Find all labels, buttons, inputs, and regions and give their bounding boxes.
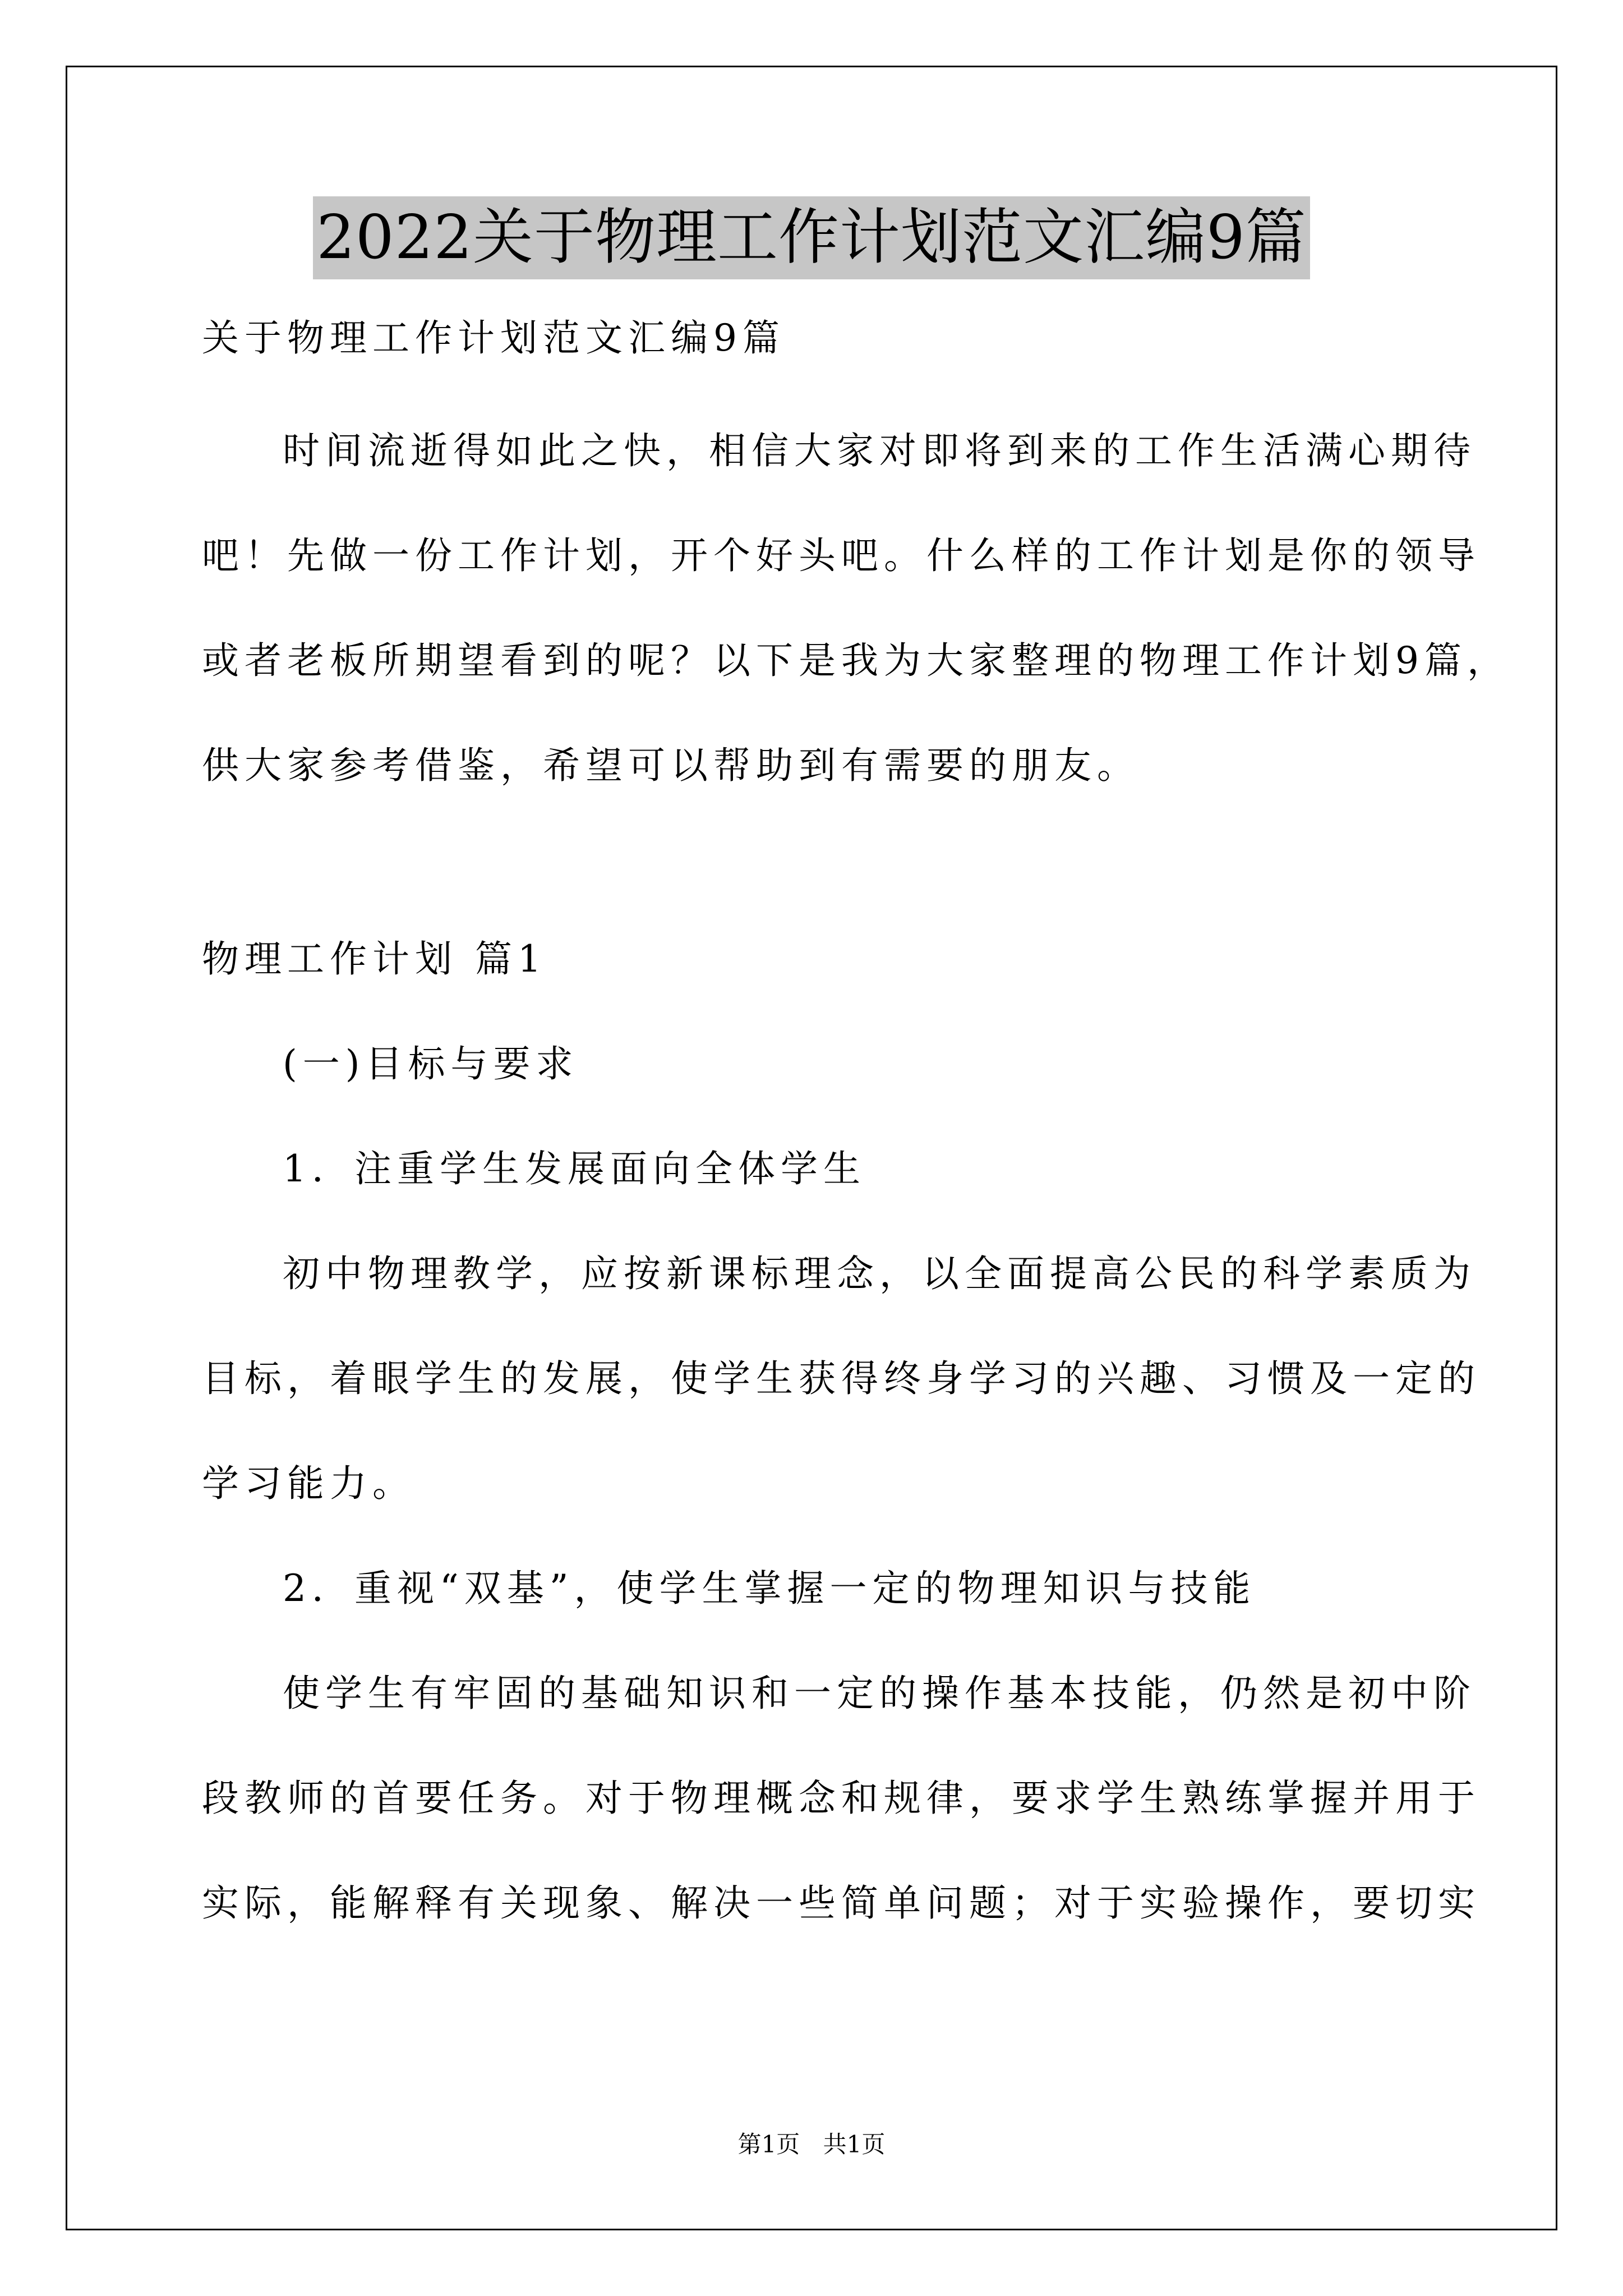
paragraph-line: 学习能力。 <box>202 1462 415 1505</box>
paragraph-line: 吧！先做一份工作计划，开个好头吧。什么样的工作计划是你的领导 <box>202 534 1481 577</box>
sub-heading: (一)目标与要求 <box>283 1042 579 1085</box>
paragraph-line: 目标，着眼学生的发展，使学生获得终身学习的兴趣、习惯及一定的 <box>202 1357 1481 1400</box>
page-footer <box>0 2129 1623 2160</box>
body-paragraph <box>202 1667 1481 1930</box>
paragraph-line: 段教师的首要任务。对于物理概念和规律，要求学生熟练掌握并用于 <box>202 1777 1481 1820</box>
paragraph-line: 实际，能解释有关现象、解决一些简单问题；对于实验操作，要切实 <box>202 1881 1481 1925</box>
document-body <box>202 311 1510 1930</box>
paragraph-line: 时间流逝得如此之快，相信大家对即将到来的工作生活满心期待 <box>283 429 1476 472</box>
document-title-text: 2022关于物理工作计划范文汇编9篇 <box>313 196 1310 279</box>
item-heading: 1．注重学生发展面向全体学生 <box>283 1147 866 1190</box>
document-subtitle: 关于物理工作计划范文汇编9篇 <box>202 316 785 360</box>
body-paragraph <box>202 1247 1481 1511</box>
intro-paragraph <box>202 424 1510 793</box>
paragraph-line: 或者老板所期望看到的呢？以下是我为大家整理的物理工作计划9篇， <box>202 639 1510 682</box>
document-title <box>0 196 1623 279</box>
paragraph-line: 初中物理教学，应按新课标理念，以全面提高公民的科学素质为 <box>283 1252 1476 1295</box>
paragraph-line: 供大家参考借鉴，希望可以帮助到有需要的朋友。 <box>202 744 1140 787</box>
item-heading: 2．重视“双基”，使学生掌握一定的物理知识与技能 <box>283 1567 1256 1610</box>
page-number: 第1页 <box>737 2131 800 2158</box>
section-heading: 物理工作计划 篇1 <box>202 937 547 981</box>
page-total: 共1页 <box>823 2131 886 2158</box>
paragraph-line: 使学生有牢固的基础知识和一定的操作基本技能，仍然是初中阶 <box>283 1672 1476 1715</box>
